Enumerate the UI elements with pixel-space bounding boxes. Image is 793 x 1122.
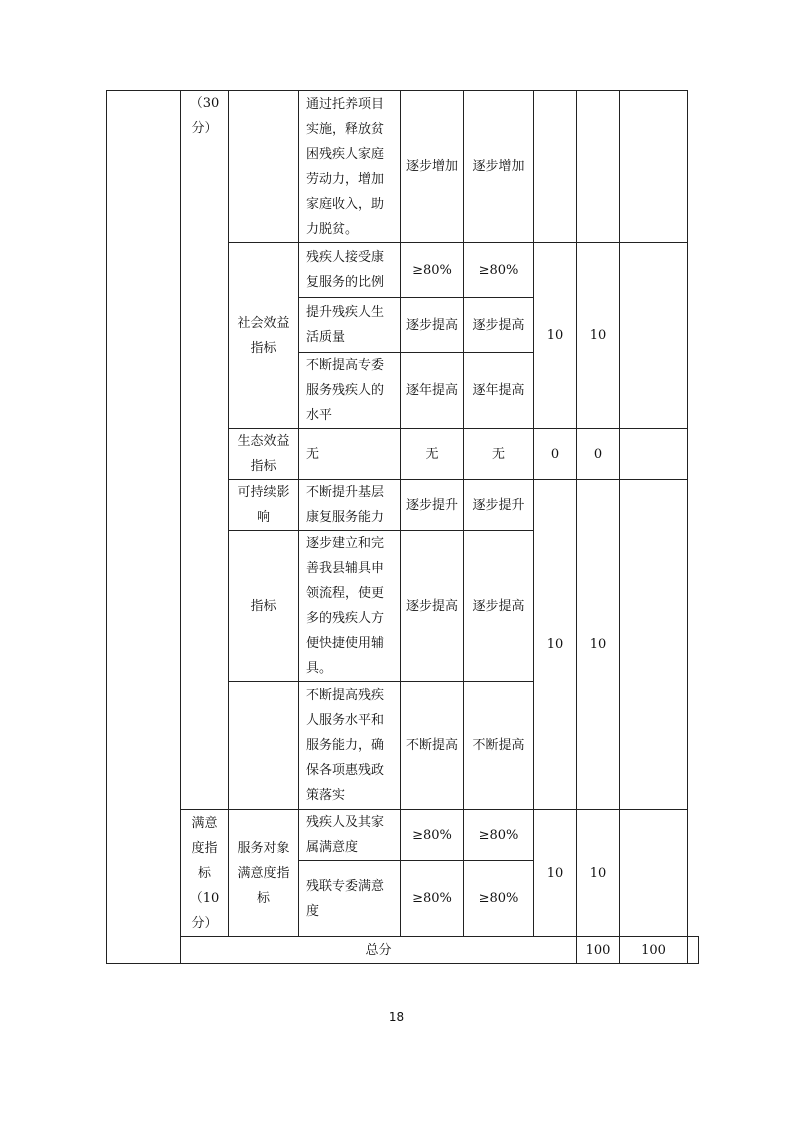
sustain-got-score: 10 xyxy=(577,480,620,810)
sustain-row-2-content: 逐步建立和完善我县辅具申领流程，使更多的残疾人方便快捷使用辅具。 xyxy=(299,531,401,682)
social-remark xyxy=(620,243,688,429)
eco-actual: 无 xyxy=(464,429,534,480)
output-row-got-score-cell xyxy=(577,91,620,243)
sustain-remark xyxy=(620,480,688,810)
satisfaction-row-2-target: ≥80% xyxy=(401,861,464,937)
satisfaction-full-score: 10 xyxy=(534,810,577,937)
output-row-actual-cell: 逐步增加 xyxy=(464,91,534,243)
satisfaction-row-2-actual: ≥80% xyxy=(464,861,534,937)
social-full-score: 10 xyxy=(534,243,577,429)
social-row-1-content: 残疾人接受康复服务的比例 xyxy=(299,243,401,298)
sustain-row-1-target: 逐步提升 xyxy=(401,480,464,531)
eco-content: 无 xyxy=(299,429,401,480)
level2-output-cell: （30分） xyxy=(181,91,229,810)
eco-got-score: 0 xyxy=(577,429,620,480)
satisfaction-name-cell: 服务对象满意度指标 xyxy=(229,810,299,937)
satisfaction-level2-cell: 满意度指标（10分） xyxy=(181,810,229,937)
sustain-row-3-actual: 不断提高 xyxy=(464,682,534,810)
social-benefit-name-cell: 社会效益指标 xyxy=(229,243,299,429)
social-got-score: 10 xyxy=(577,243,620,429)
sustain-name-top-cell: 可持续影响 xyxy=(229,480,299,531)
output-row-target-cell: 逐步增加 xyxy=(401,91,464,243)
total-label-cell: 总分 xyxy=(181,937,577,964)
sustain-row-1-content: 不断提升基层康复服务能力 xyxy=(299,480,401,531)
sustain-row-3-content: 不断提高残疾人服务水平和服务能力，确保各项惠残政策落实 xyxy=(299,682,401,810)
satisfaction-got-score: 10 xyxy=(577,810,620,937)
satisfaction-row-1-target: ≥80% xyxy=(401,810,464,861)
sustain-row-2-target: 逐步提高 xyxy=(401,531,464,682)
social-row-1-target: ≥80% xyxy=(401,243,464,298)
sustain-row-1-actual: 逐步提升 xyxy=(464,480,534,531)
page-number: 18 xyxy=(388,1010,405,1024)
eco-benefit-name-cell: 生态效益指标 xyxy=(229,429,299,480)
sustain-full-score: 10 xyxy=(534,480,577,810)
social-row-2-content: 提升残疾人生活质量 xyxy=(299,298,401,353)
output-row-content-cell: 通过托养项目实施，释放贫困残疾人家庭劳动力，增加家庭收入，助力脱贫。 xyxy=(299,91,401,243)
sustain-name-bottom-cell xyxy=(229,682,299,810)
eco-remark xyxy=(620,429,688,480)
sustain-row-3-target: 不断提高 xyxy=(401,682,464,810)
eco-full-score: 0 xyxy=(534,429,577,480)
social-row-3-target: 逐年提高 xyxy=(401,353,464,429)
satisfaction-row-2-content: 残联专委满意度 xyxy=(299,861,401,937)
total-got-score: 100 xyxy=(620,937,688,964)
social-row-1-actual: ≥80% xyxy=(464,243,534,298)
sustain-row-2-actual: 逐步提高 xyxy=(464,531,534,682)
level1-cell xyxy=(107,91,181,964)
satisfaction-remark xyxy=(620,810,688,937)
social-row-2-actual: 逐步提高 xyxy=(464,298,534,353)
performance-table xyxy=(106,90,699,964)
total-full-score: 100 xyxy=(577,937,620,964)
output-row-remark-cell xyxy=(620,91,688,243)
social-row-2-target: 逐步提高 xyxy=(401,298,464,353)
social-row-3-content: 不断提高专委服务残疾人的水平 xyxy=(299,353,401,429)
satisfaction-row-1-content: 残疾人及其家属满意度 xyxy=(299,810,401,861)
total-remark xyxy=(688,937,699,964)
sustain-name-mid-cell: 指标 xyxy=(229,531,299,682)
satisfaction-row-1-actual: ≥80% xyxy=(464,810,534,861)
output-row-full-score-cell xyxy=(534,91,577,243)
output-row-name-cell xyxy=(229,91,299,243)
social-row-3-actual: 逐年提高 xyxy=(464,353,534,429)
eco-target: 无 xyxy=(401,429,464,480)
